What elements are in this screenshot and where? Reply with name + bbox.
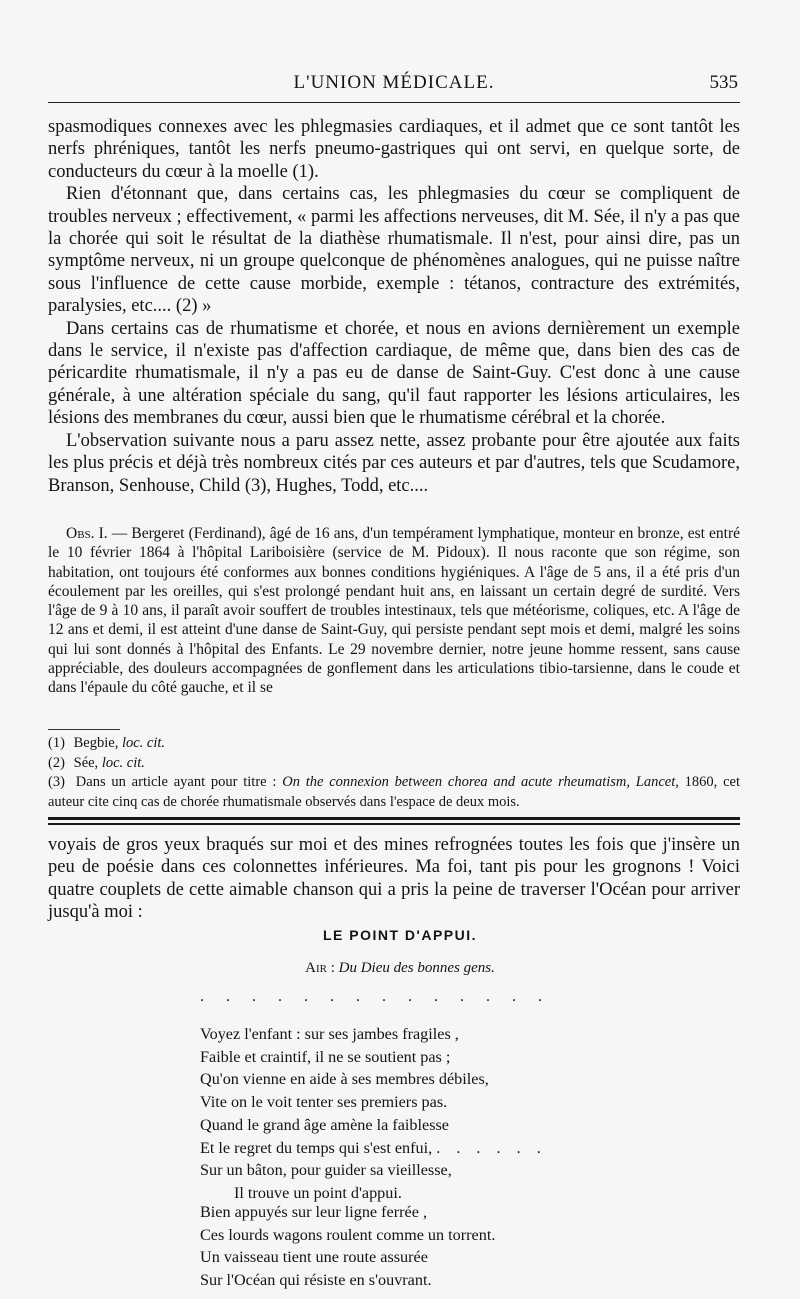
- footnote-mark: (2): [48, 754, 65, 771]
- verse-line: Sur un bâton, pour guider sa vieillesse,: [200, 1161, 452, 1180]
- verse-line: Il trouve un point d'appui.: [234, 1183, 402, 1202]
- verse-trail-dots: . . . . . .: [436, 1138, 547, 1157]
- paragraph-1: spasmodiques connexes avec les phlegmasies cardiaques, et il admet que ce sont tantôt les nerfs phréniques, tantôt les nerfs pneumo-gastriques qui ont servi, en quelque sorte, de conducteurs du cœur à la moelle (1).: [48, 117, 740, 182]
- observation-body: — Bergeret (Ferdinand), âgé de 16 ans, d'un tempérament lymphatique, monteur en bronze, est entré le 10 février 1864 à l'hôpital Lariboisière (service de M. Pidoux). Il nous raconte que son régime, son habitation, ont toujours été conformes aux bonnes conditions hygiéniques. A l'âge de 5 ans, il a été pris d'un écoulement par les oreilles, qui s'est prolongé pendant huit ans, en laissant un certain degré de surdité. Vers l'âge de 9 à 10 ans, il paraît avoir souffert de troubles intestinaux, tels que météorisme, coliques, etc. A l'âge de 12 ans et demi, il est atteint d'une danse de Saint-Guy, qui persiste pendant sept mois et demi, malgré les soins qui lui sont donnés à l'hôpital des Enfants. Le 29 novembre dernier, notre jeune homme ressent, sans cause appréciable, des douleurs accompagnées de gonflement dans les articulations tibio-tarsienne, dans le coude et dans l'épaule du côté gauche, et il se: [48, 525, 741, 697]
- verse-line: Un vaisseau tient une route assurée: [200, 1248, 428, 1267]
- footnote-rule: [48, 729, 120, 730]
- paragraph-4: L'observation suivante nous a paru assez nette, assez probante pour être ajoutée aux faits les plus précis et déjà très nombreux cités par ces auteurs et par d'autres, tels que Scudamore, Branson, Senhouse, Child (3), Hughes, Todd, etc....: [48, 430, 740, 496]
- running-header: [48, 70, 740, 100]
- footnote-author: Sée,: [73, 754, 99, 771]
- footnote-text: Dans un article ayant pour titre :: [75, 774, 277, 791]
- header-rule: [48, 102, 740, 103]
- verse-text: Et le regret du temps qui s'est enfui,: [200, 1138, 433, 1157]
- feuilleton-paragraph: voyais de gros yeux braqués sur moi et des mines refrognées toutes les fois que j'insère un peu de poésie dans ces colonnettes inférieures. Ma foi, tant pis pour les grognons ! Voici quatre couplets de cette aimable chanson qui a pris la peine de traverser l'Océan pour arriver jusqu'à moi :: [48, 835, 740, 923]
- air-name: Du Dieu des bonnes gens.: [338, 960, 495, 976]
- verse-line: Quand le grand âge amène la faiblesse: [200, 1115, 449, 1134]
- footnote-author: Begbie,: [73, 735, 119, 751]
- page-number: 535: [709, 72, 738, 93]
- observation-label: Obs. I.: [66, 525, 108, 542]
- song-title: LE POINT D'APPUI.: [322, 927, 478, 943]
- ellipsis-line: . . . . . . . . . . . . . .: [200, 988, 551, 1005]
- verse-line: Voyez l'enfant : sur ses jambes fragiles ,: [200, 1025, 459, 1043]
- paragraph-2: Rien d'étonnant que, dans certains cas, les phlegmasies du cœur se compliquent de troubles nerveux ; effectivement, « parmi les affections nerveuses, dit M. Sée, il n'y a pas que la chorée qui soit le résultat de la diathèse rhumatismale. Il n'est, pour ainsi dire, pas un symptôme nerveux, ni un groupe quelconque de phénomènes analogues, qui ne puisse naître sous l'influence de cette cause morbide, exemple : tétanos, contracture des extrémités, paralysies, etc.... (2) »: [48, 184, 740, 317]
- journal-title: L'UNION MÉDICALE.: [293, 72, 495, 93]
- footnote-text: 1860, cet auteur cite cinq cas de chorée rhumatismale observés dans l'espace de deux mois.: [48, 774, 740, 810]
- footnote-ref: loc. cit.: [121, 735, 166, 751]
- feuilleton-intro: [48, 834, 740, 924]
- verse-line: Ces lourds wagons roulent comme un torrent.: [200, 1225, 496, 1244]
- verse-line: [200, 1137, 560, 1160]
- air-label: Air :: [305, 960, 335, 976]
- verse-line: Bien appuyés sur leur ligne ferrée ,: [200, 1203, 427, 1221]
- observation: [48, 524, 740, 698]
- footnote-article-title: On the connexion between chorea and acute rheumatism, Lancet,: [282, 774, 679, 791]
- footnote-1: [48, 734, 740, 754]
- main-text: [48, 116, 740, 497]
- footnote-ref: loc. cit.: [101, 754, 145, 771]
- observation-text: [48, 524, 740, 698]
- footnote-3: [48, 773, 740, 812]
- verse-line: Vite on le voit tenter ses premiers pas.: [200, 1093, 448, 1112]
- verse-line: Faible et craintif, il ne se soutient pas ;: [200, 1047, 451, 1066]
- feuilleton-rule-top: [48, 817, 740, 820]
- feuilleton-rule-bottom: [48, 823, 740, 825]
- stanza-1: [200, 1023, 560, 1205]
- verse-line: Qu'on vienne en aide à ses membres débiles,: [200, 1070, 489, 1089]
- paragraph-3: Dans certains cas de rhumatisme et chorée, et nous en avions dernièrement un exemple dans le service, il n'existe pas d'affection cardiaque, de même que, dans bien des cas de péricardite rhumatismale, il n'y a pas eu de danse de Saint-Guy. C'est donc à une cause générale, à une altération spéciale du sang, qu'il faut rapporter les lésions articulaires, les lésions des membranes du cœur, aussi bien que le rhumatisme cérébral et la chorée.: [48, 318, 740, 429]
- footnotes: [48, 734, 740, 812]
- song-air: [0, 960, 800, 977]
- footnote-mark: (3): [48, 774, 65, 791]
- verse-line: Sur l'Océan qui résiste en s'ouvrant.: [200, 1271, 432, 1290]
- footnote-2: [48, 754, 740, 774]
- stanza-2: [200, 1201, 560, 1292]
- footnote-mark: (1): [48, 735, 65, 751]
